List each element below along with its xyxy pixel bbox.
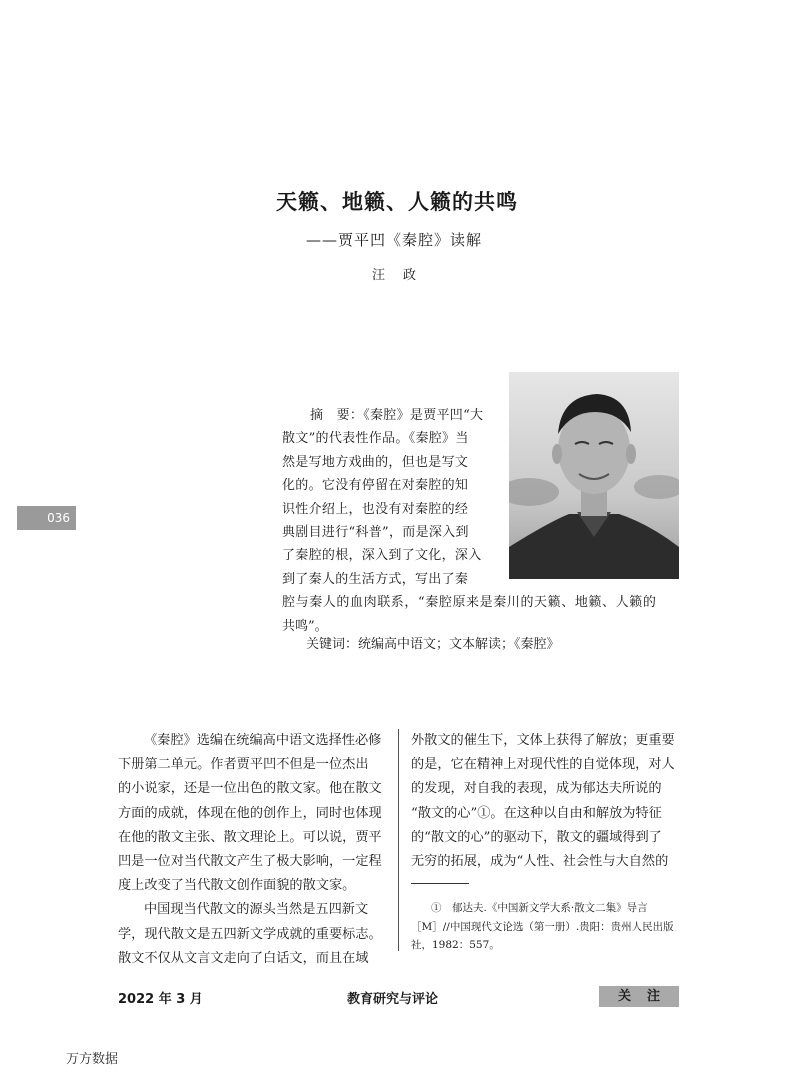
paragraph-line: 凹是一位对当代散文产生了极大影响，一定程 xyxy=(118,853,382,869)
keywords: 关键词：统编高中语文；文本解读；《秦腔》 xyxy=(306,637,560,652)
paragraph-line: 的小说家，还是一位出色的散文家。他在散文 xyxy=(118,781,382,797)
paragraph-line: 的“散文的心”的驱动下，散文的疆域得到了 xyxy=(411,829,662,845)
footer-journal-name: 教育研究与评论 xyxy=(347,992,439,1007)
watermark: 万方数据 xyxy=(66,1052,119,1067)
article-subtitle: ——贾平凹《秦腔》读解 xyxy=(306,231,483,249)
paragraph-line: 散文不仅从文言文走向了白话文，而且在域 xyxy=(118,950,369,966)
paragraph-line: “散文的心”①。在这种以自由和解放为特征 xyxy=(411,805,662,821)
footnote-line: 社，1982：557。 xyxy=(411,939,500,951)
abstract xyxy=(282,404,682,638)
footnote-rule xyxy=(411,883,469,884)
paragraph-line: 中国现当代散文的源头当然是五四新文 xyxy=(144,902,369,918)
paragraph-line: 学，现代散文是五四新文学成就的重要标志。 xyxy=(118,926,382,942)
footer-section-tab: 关注 xyxy=(599,986,679,1007)
article-author: 汪政 xyxy=(372,268,435,283)
paragraph-line: 外散文的催生下，文体上获得了解放；更重要 xyxy=(411,733,675,748)
paragraph-line: 方面的成就，体现在他的创作上，同时也体现 xyxy=(118,805,382,821)
footer-date: 2022 年 3 月 xyxy=(118,992,203,1007)
abstract-line: 典剧目进行“科普”，而是深入到 xyxy=(282,524,469,540)
body-right-column xyxy=(411,729,675,874)
column-divider xyxy=(398,729,399,951)
footnote-line: ［M］//中国现代文论选（第一册）.贵阳：贵州人民出版 xyxy=(411,920,674,933)
paragraph-line: 的是，它在精神上对现代性的自觉体现，对人 xyxy=(411,757,675,773)
abstract-line: 腔与秦人的血肉联系，“秦腔原来是秦川的天籁、地籁、人籁的 xyxy=(282,595,657,611)
paragraph-line: 《秦腔》选编在统编高中语文选择性必修 xyxy=(144,733,382,748)
page-number-tab: 036 xyxy=(17,506,76,530)
abstract-line: 了秦腔的根，深入到了文化，深入 xyxy=(282,548,482,564)
body-left-column xyxy=(118,729,382,971)
article-title: 天籁、地籁、人籁的共鸣 xyxy=(276,190,518,214)
abstract-line: 摘 要：《秦腔》是贾平凹“大 xyxy=(310,408,484,423)
paragraph-line: 无穷的拓展，成为“人性、社会性与大自然的 xyxy=(411,853,669,869)
paragraph-line: 在他的散文主张、散文理论上。可以说，贾平 xyxy=(118,829,382,845)
footnote-line: ① 郁达夫.《中国新文学大系·散文二集》导言 xyxy=(431,902,648,914)
paragraph-line: 度上改变了当代散文创作面貌的散文家。 xyxy=(118,878,356,894)
abstract-line: 散文”的代表性作品。《秦腔》当 xyxy=(282,431,469,447)
abstract-line: 到了秦人的生活方式，写出了秦 xyxy=(282,571,469,587)
paragraph-line: 的发现，对自我的表现，成为郁达夫所说的 xyxy=(411,781,662,797)
abstract-line: 化的。它没有停留在对秦腔的知 xyxy=(282,478,469,494)
abstract-line: 共鸣”。 xyxy=(282,618,328,634)
abstract-line: 识性介绍上，也没有对秦腔的经 xyxy=(282,501,469,517)
paragraph-line: 下册第二单元。作者贾平凹不但是一位杰出 xyxy=(118,757,369,773)
abstract-line: 然是写地方戏曲的，但也是写文 xyxy=(282,454,469,470)
footnote xyxy=(411,899,681,955)
